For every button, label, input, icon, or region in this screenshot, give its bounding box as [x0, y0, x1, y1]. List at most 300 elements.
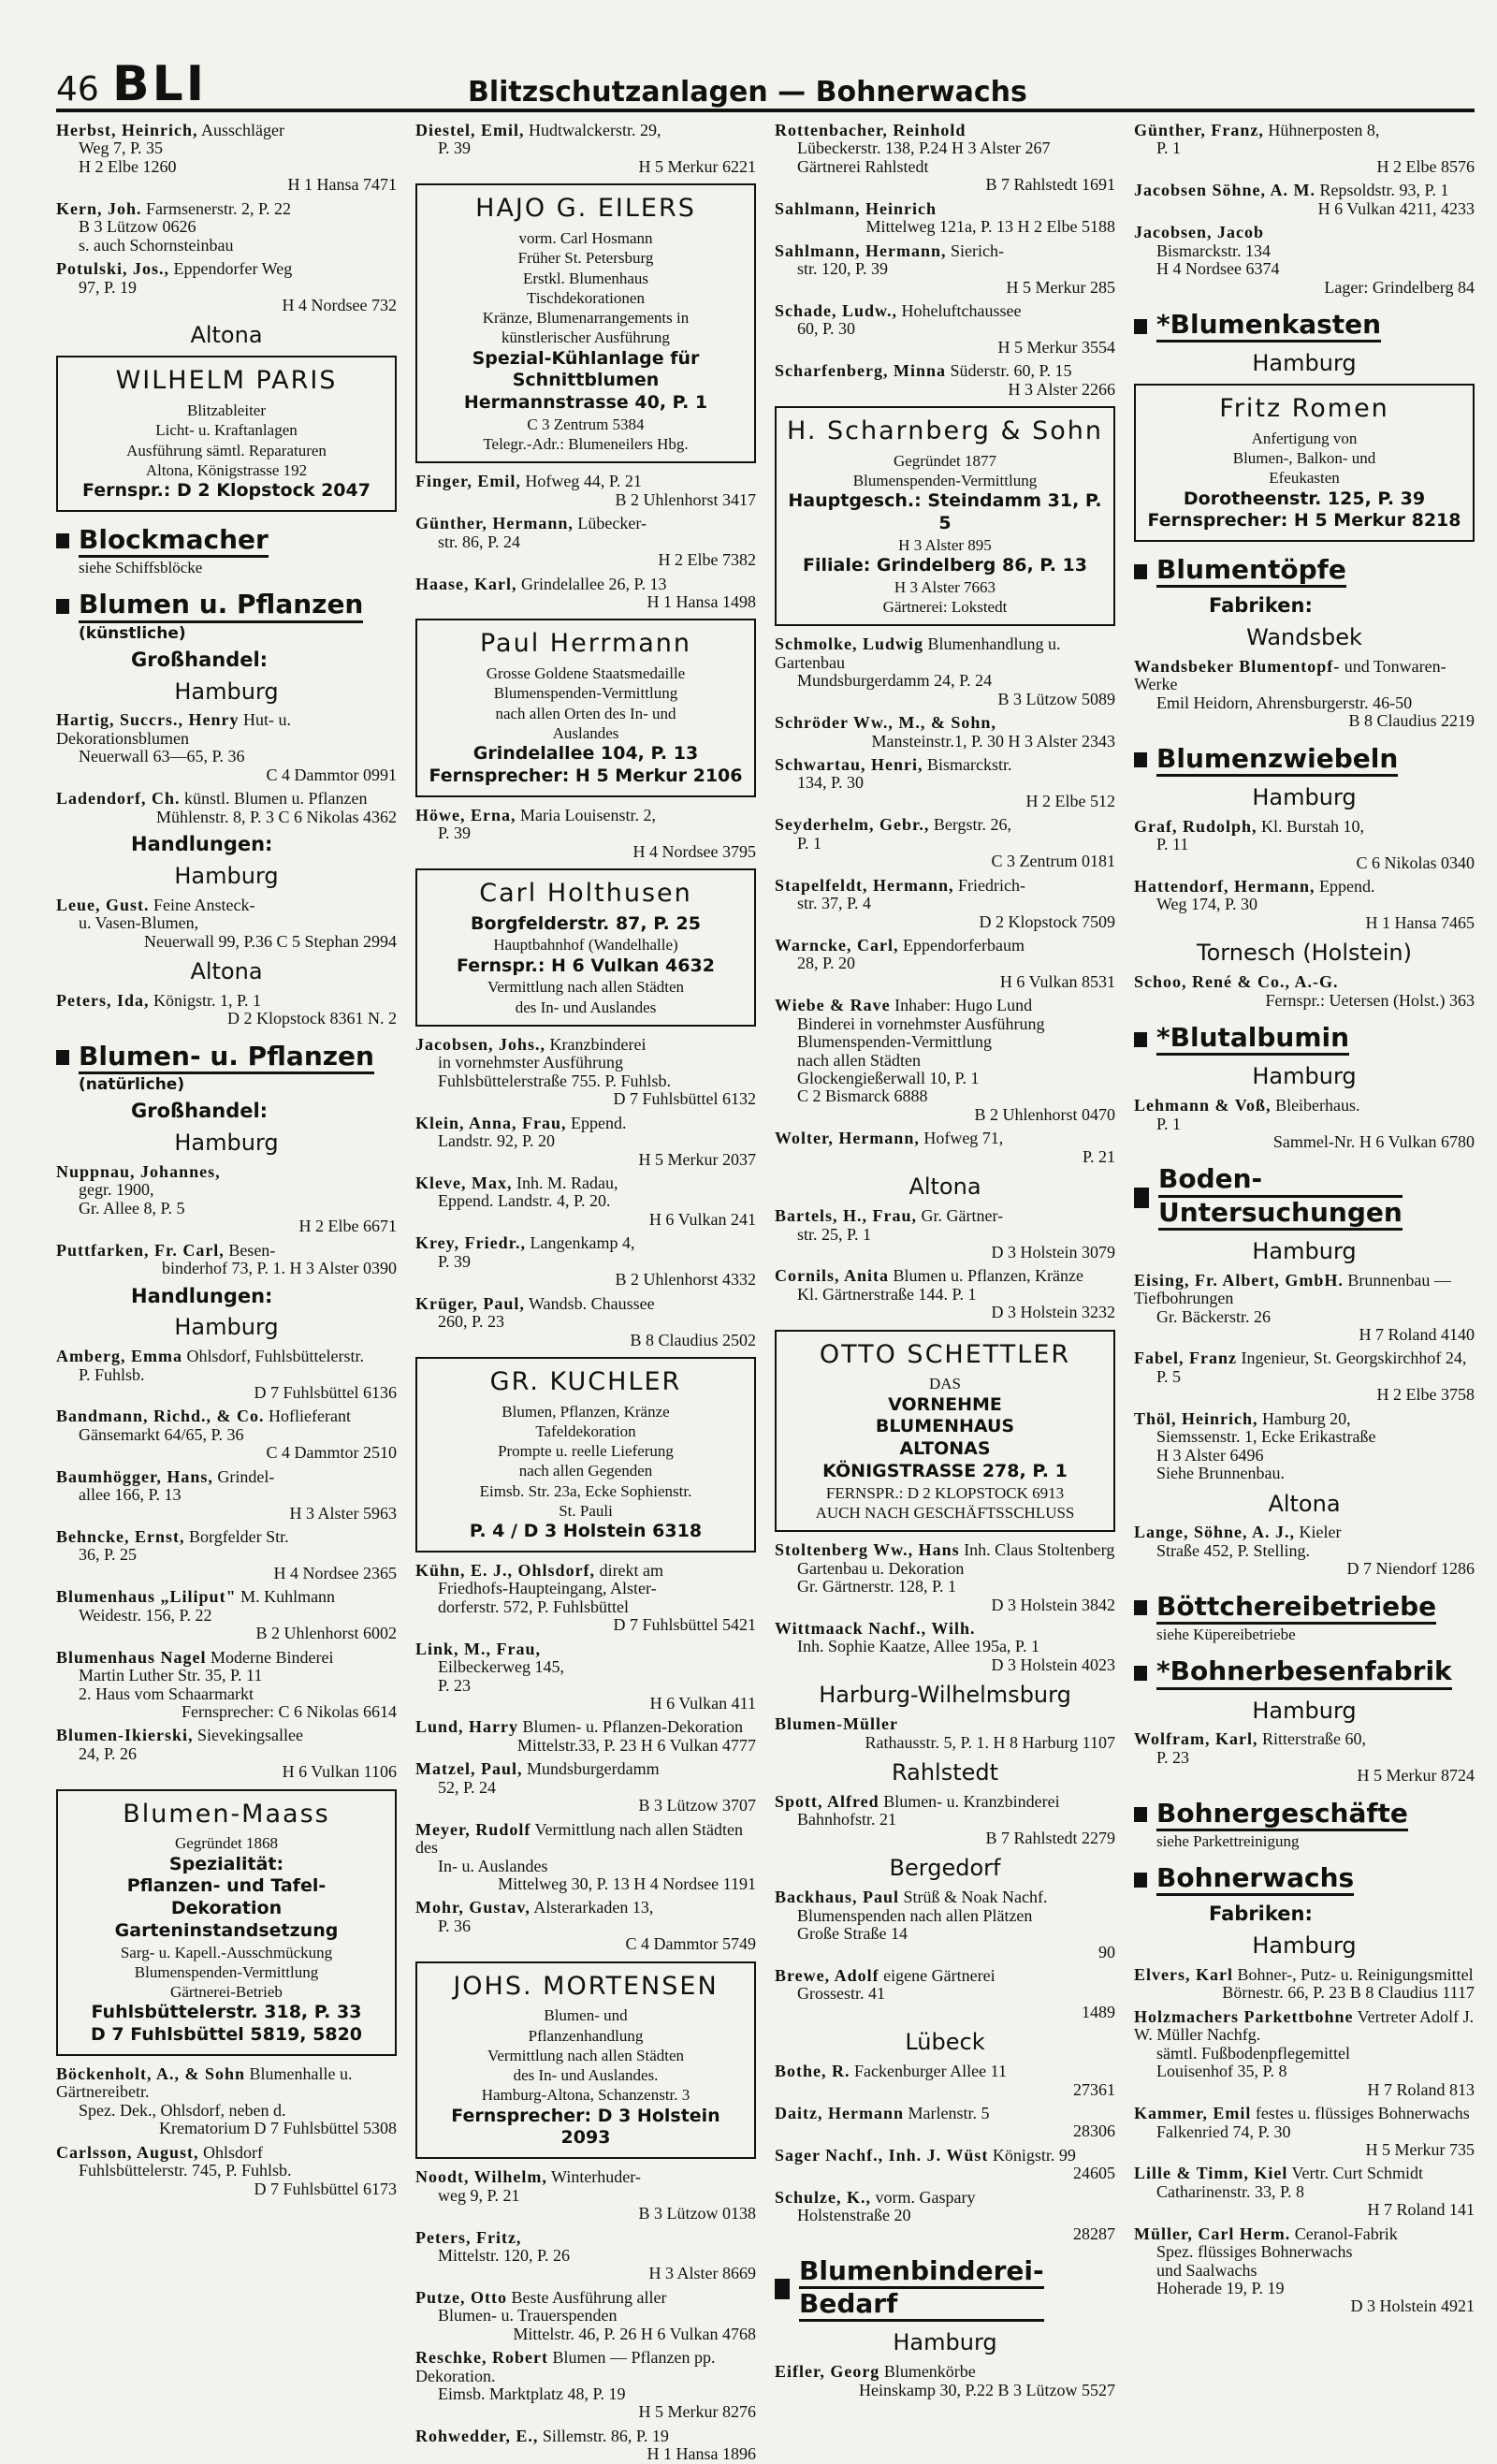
subheading: Großhandel: [131, 1100, 269, 1123]
listing-name: Wolfram, Karl, [1134, 1729, 1258, 1749]
advertisement-line: Fernsprecher: H 5 Merkur 2106 [429, 765, 743, 786]
column-4 [1134, 121, 1475, 2316]
advertisement-title: WILHELM PARIS [115, 366, 338, 396]
advertisement-line: Hermannstrasse 40, P. 1 [463, 392, 708, 414]
category-title: Blumentöpfe [1156, 555, 1346, 588]
advertisement-line: ALTONAS [899, 1438, 991, 1460]
listing-detail: Blumen u. Pflanzen, Kränze [893, 1266, 1083, 1286]
listing-phone: D 7 Fuhlsbüttel 6132 [613, 1089, 756, 1109]
listing-phone: H 7 Roland 813 [1367, 2079, 1475, 2099]
listing-phone: H 2 Elbe 512 [1025, 791, 1115, 810]
listing-entry [415, 1174, 756, 1229]
listing-phone: D 2 Klopstock 7509 [979, 911, 1115, 931]
listing-name: Scharfenberg, Minna [775, 361, 946, 381]
category-marker [1134, 1807, 1147, 1822]
listing-detail: Gartenbau u. Dekoration [797, 1558, 965, 1578]
city-heading: Altona [190, 322, 263, 349]
listing-name: Böckenholt, A., & Sohn [56, 2063, 246, 2083]
advertisement-line: nach allen Orten des In- und [495, 704, 676, 722]
advertisement-line: Hamburg-Altona, Schanzenstr. 3 [481, 2086, 690, 2105]
category-title: *Blutalbumin [1156, 1023, 1349, 1056]
category-heading [1134, 555, 1475, 588]
listing-name: Kern, Joh. [56, 198, 142, 218]
city-heading: Hamburg [174, 1314, 279, 1341]
advertisement-line: Tischdekorationen [527, 288, 645, 307]
listing-entry [415, 1760, 756, 1815]
listing-detail: Bleiberhaus. [1275, 1096, 1360, 1115]
listing-entry [415, 1718, 756, 1755]
listing-name: Wandsbeker Blumentopf- [1134, 656, 1341, 676]
listing-detail: P. 39 [438, 1251, 472, 1271]
listing-detail: Friedhofs-Haupteingang, Alster- [438, 1579, 657, 1598]
listing-name: Fabel, Franz [1134, 1349, 1237, 1368]
category-title: Blumen u. Pflanzen [79, 590, 363, 622]
listing-phone: D 7 Fuhlsbüttel 6136 [254, 1382, 397, 1402]
category-heading [1134, 1799, 1475, 1831]
listing-name: Schwartau, Henri, [775, 755, 923, 774]
listing-detail: Grindelallee 26, P. 13 [521, 574, 667, 593]
category-subtitle: (künstliche) [79, 623, 186, 643]
listing-name: Kühn, E. J., Ohlsdorf, [415, 1560, 596, 1580]
advertisement-title: JOHS. MORTENSEN [453, 1971, 719, 2001]
listing-detail: Glockengießerwall 10, P. 1 [797, 1069, 980, 1087]
listing-detail: künstl. Blumen u. Pflanzen [184, 789, 368, 809]
listing-phone: P. 21 [1082, 1146, 1115, 1166]
listing-detail: Gänsemarkt 64/65, P. 36 [79, 1424, 244, 1444]
listing-name: Kammer, Emil [1134, 2104, 1252, 2123]
listing-detail: 260, P. 23 [438, 1312, 505, 1332]
listing-name: Meyer, Rudolf [415, 1819, 531, 1839]
listing-detail: Falkenried 74, P. 30 [1156, 2121, 1291, 2141]
listing-name: Noodt, Wilhelm, [415, 2167, 547, 2187]
listing-phone: B 2 Uhlenhorst 4332 [615, 1270, 756, 1290]
listing-phone: D 7 Niendorf 1286 [1346, 1559, 1475, 1579]
listing-entry [1134, 1349, 1475, 1404]
listing-detail: Ritterstraße 60, [1261, 1729, 1366, 1749]
listing-name: Link, M., Frau, [415, 1639, 542, 1658]
advertisement-line: des In- und Auslandes. [513, 2066, 659, 2085]
listing-detail: Sillemstr. 86, P. 19 [542, 2426, 669, 2445]
listing-detail: Sievekingsallee [197, 1726, 303, 1745]
category-heading [56, 1042, 397, 1074]
category-title-line: Untersuchungen [1158, 1198, 1403, 1231]
listing-detail: Martin Luther Str. 35, P. 11 [79, 1666, 263, 1685]
advertisement-line: Pflanzen- und Tafel- [126, 1875, 327, 1897]
listing-name: Günther, Franz, [1134, 121, 1264, 139]
advertisement-line: BLUMENHAUS [875, 1416, 1015, 1437]
listing-detail: Siemssenstr. 1, Ecke Erikastraße [1156, 1427, 1376, 1447]
city-heading: Hamburg [1252, 1932, 1357, 1960]
listing-name: Carlsson, August, [56, 2142, 199, 2162]
listing-entry [1134, 1966, 1475, 2003]
listing-detail: Blumenspenden-Vermittlung [797, 1032, 992, 1052]
listing-detail: Mundsburgerdamm 24, P. 24 [797, 671, 993, 691]
listing-phone: H 2 Elbe 7382 [658, 550, 756, 570]
listing-entry [56, 1649, 397, 1722]
subheading: Fabriken: [1209, 594, 1313, 618]
category-heading [1134, 1023, 1475, 1056]
category-heading [1134, 1656, 1475, 1689]
listing-phone: 90 [1098, 1942, 1115, 1961]
listing-detail: P. 39 [438, 139, 472, 158]
category-marker [1134, 319, 1147, 334]
advertisement-line: nach allen Gegenden [518, 1462, 653, 1480]
listing-detail: B 3 Lützow 0626 [79, 217, 196, 237]
listing-detail: nach allen Städten [797, 1050, 921, 1070]
listing-detail: Inh. Sophie Kaatze, Allee 195a, P. 1 [797, 1637, 1039, 1656]
listing-detail: Hut- u. Dekorationsblumen [56, 710, 291, 748]
listing-entry [775, 1130, 1115, 1166]
category-marker [775, 2279, 790, 2299]
listing-phone: Fernspr.: Uetersen (Holst.) 363 [1265, 990, 1475, 1010]
listing-name: Matzel, Paul, [415, 1759, 523, 1779]
listing-detail: Blumen- u. Kranzbinderei [883, 1791, 1060, 1811]
listing-detail: dorferstr. 572, P. Fuhlsbüttel [438, 1596, 630, 1616]
column-1 [56, 122, 397, 2293]
listing-detail: Lübeckerstr. 138, P.24 H 3 Alster 267 [797, 139, 1051, 158]
listing-phone: D 2 Klopstock 8361 N. 2 [227, 1009, 397, 1028]
listing-name: Jacobsen Söhne, A. M. [1134, 181, 1316, 200]
advertisement-line: Borgfelderstr. 87, P. 25 [471, 912, 701, 934]
listing-phone: 28287 [1073, 2223, 1115, 2243]
listing-phone: H 5 Merkur 2037 [638, 1149, 756, 1169]
advertisement-line: Tafeldekoration [535, 1422, 636, 1440]
listing-name: Bartels, H., Frau, [775, 1206, 917, 1226]
listing-name: Peters, Fritz, [415, 2227, 522, 2247]
listing-detail: Blumenhandlung u. Gartenbau [775, 634, 1061, 672]
listing-phone: Mansteinstr.1, P. 30 H 3 Alster 2343 [871, 731, 1115, 751]
listing-detail: Emil Heidorn, Ahrensburgerstr. 46-50 [1156, 693, 1413, 712]
listing-name: Krüger, Paul, [415, 1293, 525, 1313]
listing-phone: H 6 Vulkan 1106 [282, 1762, 397, 1782]
listing-phone: D 3 Holstein 3232 [991, 1303, 1115, 1322]
city-heading: Rahlstedt [891, 1759, 999, 1786]
listing-detail: Hühnerposten 8, [1268, 121, 1380, 139]
advertisement-line: Hauptgesch.: Steindamm 31, P. 5 [788, 490, 1102, 534]
listing-detail: Gärtnerei Rahlstedt [797, 156, 929, 176]
listing-phone: B 8 Claudius 2502 [630, 1330, 756, 1349]
listing-detail: Blumenspenden nach allen Plätzen [797, 1905, 1033, 1925]
listing-detail: Hoflieferant [269, 1407, 351, 1426]
see-also-note: siehe Schiffsblöcke [79, 558, 203, 576]
listing-entry [1134, 224, 1475, 297]
advertisement-line: Anfertigung von [1251, 429, 1358, 447]
listing-name: Spott, Alfred [775, 1791, 879, 1811]
listing-entry [775, 635, 1115, 708]
listing-phone: H 1 Hansa 1498 [647, 591, 756, 611]
advertisement-line: Fuhlsbüttelerstr. 318, P. 33 [91, 2002, 362, 2023]
listing-detail: P. 1 [1156, 1114, 1182, 1133]
listing-entry [415, 1899, 756, 1953]
listing-detail: Kranzbinderei [549, 1034, 647, 1054]
listing-detail: M. Kuhlmann [240, 1587, 336, 1607]
listing-entry [56, 1407, 397, 1462]
advertisement-line: Spezialität: [168, 1853, 284, 1874]
listing-detail: Große Straße 14 [797, 1924, 908, 1944]
advertisement-line: Sarg- u. Kapell.-Ausschmückung [120, 1943, 333, 1961]
listing-detail: Holstenstraße 20 [797, 2206, 911, 2225]
listing-phone: Mühlenstr. 8, P. 3 C 6 Nikolas 4362 [155, 807, 397, 826]
listing-name: Sahlmann, Heinrich [775, 198, 937, 218]
listing-entry [415, 1562, 756, 1635]
listing-detail: Kl. Burstah 10, [1261, 816, 1365, 836]
advertisement-line: Licht- u. Kraftanlagen [155, 421, 298, 440]
listing-phone: H 2 Elbe 8576 [1376, 156, 1475, 176]
section-code: BLI [112, 56, 208, 112]
see-also-note: siehe Küpereibetriebe [1156, 1625, 1296, 1643]
listing-detail: Vermittlung nach allen Städten des [415, 1819, 743, 1858]
listing-entry [1134, 2165, 1475, 2219]
listing-name: Daitz, Hermann [775, 2104, 904, 2123]
listing-entry [415, 576, 756, 612]
listing-detail: Weg 7, P. 35 [79, 139, 164, 158]
listing-entry [775, 816, 1115, 870]
advertisement-box [56, 356, 397, 512]
listing-entry [775, 937, 1115, 991]
listing-name: Herbst, Heinrich, [56, 121, 198, 139]
listing-phone: C 4 Dammtor 2510 [266, 1443, 397, 1463]
listing-phone: B 2 Uhlenhorst 6002 [255, 1624, 397, 1643]
listing-detail: Spez. Dek., Ohlsdorf, neben d. [79, 2100, 286, 2120]
listing-entry [775, 2063, 1115, 2099]
listing-name: Blumen-Ikierski, [56, 1726, 194, 1745]
listing-name: Jacobsen, Jacob [1134, 223, 1265, 242]
category-title: Blumenzwiebeln [1156, 744, 1398, 777]
listing-phone: Börnestr. 66, P. 23 B 8 Claudius 1117 [1222, 1983, 1475, 2003]
listing-entry [775, 997, 1115, 1124]
category-marker [1134, 564, 1147, 579]
listing-name: Müller, Carl Herm. [1134, 2223, 1291, 2243]
listing-name: Cornils, Anita [775, 1266, 890, 1286]
listing-detail: P. 39 [438, 824, 472, 843]
listing-detail: Ohlsdorf [203, 2142, 264, 2162]
listing-entry [415, 515, 756, 569]
subheading: Fabriken: [1209, 1903, 1313, 1926]
listing-detail: Inh. Claus Stoltenberg [964, 1540, 1115, 1560]
listing-detail: Lübecker- [577, 514, 647, 533]
listing-name: Leue, Gust. [56, 895, 150, 914]
listing-entry [56, 1468, 397, 1523]
listing-entry [775, 1793, 1115, 1847]
listing-phone: H 6 Vulkan 241 [648, 1209, 756, 1229]
advertisement-line: C 3 Zentrum 5384 [527, 415, 645, 433]
listing-detail: Weg 174, P. 30 [1156, 895, 1258, 914]
listing-name: Höwe, Erna, [415, 805, 516, 824]
category-marker [1134, 752, 1147, 767]
listing-phone: H 6 Vulkan 4211, 4233 [1317, 198, 1475, 218]
listing-detail: Fuhlsbüttelerstraße 755. P. Fuhlsb. [438, 1071, 672, 1090]
advertisement-title: Carl Holthusen [479, 878, 692, 908]
listing-detail: Repsoldstr. 93, P. 1 [1319, 181, 1449, 200]
listing-phone: D 7 Fuhlsbüttel 6173 [254, 2179, 397, 2198]
city-heading: Hamburg [1252, 1237, 1357, 1264]
listing-name: Bothe, R. [775, 2062, 850, 2081]
listing-entry [775, 2189, 1115, 2243]
listing-detail: festes u. flüssiges Bohnerwachs [1255, 2104, 1470, 2123]
listing-detail: s. auch Schornsteinbau [79, 235, 234, 255]
listing-detail: Hofweg 71, [923, 1129, 1004, 1148]
listing-entry [415, 1036, 756, 1109]
advertisement-line: H 3 Alster 895 [898, 535, 992, 554]
listing-detail: Eilbeckerweg 145, [438, 1657, 564, 1677]
listing-detail: eigene Gärtnerei [883, 1965, 996, 1985]
category-marker [1134, 1032, 1147, 1047]
listing-entry [775, 2363, 1115, 2399]
listing-name: Blumenhaus Nagel [56, 1647, 207, 1667]
listing-phone: Fernsprecher: C 6 Nikolas 6614 [182, 1701, 397, 1721]
listing-detail: Borgfelder Str. [189, 1527, 289, 1547]
listing-entry [415, 1295, 756, 1349]
advertisement-box [56, 1789, 397, 2056]
advertisement-line: Gegründet 1877 [893, 451, 996, 470]
listing-detail: Inh. M. Radau, [516, 1174, 618, 1192]
listing-phone: 28306 [1073, 2121, 1115, 2141]
listing-name: Holzmachers Parkettbohne [1134, 2006, 1354, 2026]
city-heading: Lübeck [905, 2029, 985, 2056]
listing-detail: Weidestr. 156, P. 22 [79, 1605, 212, 1625]
listing-phone: H 5 Merkur 3554 [997, 337, 1115, 357]
listing-detail: H 3 Alster 6496 [1156, 1445, 1264, 1465]
advertisement-line: Prompte u. reelle Lieferung [498, 1442, 674, 1461]
listing-name: Rottenbacher, Reinhold [775, 121, 967, 139]
category-title-line: Blumenbinderei- [799, 2256, 1044, 2289]
listing-detail: Bahnhofstr. 21 [797, 1810, 896, 1830]
listing-phone: H 1 Hansa 7465 [1365, 912, 1475, 932]
advertisement-line: Dekoration [170, 1898, 283, 1919]
listing-detail: 36, P. 25 [79, 1545, 138, 1565]
listing-detail: Blumen- u. Trauerspenden [438, 2306, 618, 2325]
listing-phone: B 3 Lützow 3707 [638, 1796, 756, 1815]
listing-detail: Bismarckstr. [927, 755, 1012, 774]
advertisement-line: Blumen- und [544, 2006, 628, 2025]
listing-detail: Ingenieur, St. Georgskirchhof 24, [1241, 1349, 1467, 1368]
listing-entry [415, 1115, 756, 1169]
listing-entry [775, 1967, 1115, 2021]
listing-entry [56, 897, 397, 951]
listing-phone: H 7 Roland 4140 [1359, 1325, 1475, 1345]
listing-detail: Mittelstr. 120, P. 26 [438, 2245, 571, 2265]
listing-name: Wittmaack Nachf., Wilh. [775, 1618, 976, 1638]
listing-name: Behncke, Ernst, [56, 1527, 185, 1547]
listing-detail: 60, P. 30 [797, 319, 856, 339]
listing-entry [415, 2428, 756, 2464]
listing-phone: H 2 Elbe 6671 [298, 1217, 397, 1236]
city-heading: Hamburg [174, 1129, 279, 1156]
category-heading [1134, 744, 1475, 777]
listing-detail: H 4 Nordsee 6374 [1156, 259, 1280, 279]
category-title-line: Boden- [1158, 1164, 1403, 1197]
listing-phone: 1489 [1082, 2002, 1115, 2021]
listing-entry [775, 714, 1115, 751]
advertisement-line: FERNSPR.: D 2 KLOPSTOCK 6913 [825, 1483, 1065, 1502]
listing-name: Lille & Timm, Kiel [1134, 2164, 1288, 2183]
subheading: Handlungen: [131, 833, 273, 856]
category-title: Blockmacher [79, 525, 269, 558]
listing-detail: u. Vasen-Blumen, [79, 913, 199, 933]
advertisement-line: vorm. Carl Hosmann [518, 229, 653, 248]
listing-name: Günther, Hermann, [415, 514, 574, 533]
listing-detail: Beste Ausführung aller [511, 2287, 667, 2307]
advertisement-line: Kränze, Blumenarrangements in [482, 309, 690, 328]
listing-phone: H 1 Hansa 1896 [647, 2444, 756, 2464]
listing-phone: Rathausstr. 5, P. 1. H 8 Harburg 1107 [865, 1732, 1115, 1752]
listing-entry [56, 200, 397, 255]
advertisement-title: HAJO G. EILERS [475, 194, 696, 224]
listing-detail: Sierich- [951, 241, 1005, 260]
listing-detail: Kl. Gärtnerstraße 144. P. 1 [797, 1284, 977, 1304]
advertisement-line: Spezial-Kühlanlage für [472, 347, 700, 369]
listing-detail: Brunnenbau — Tiefbohrungen [1134, 1270, 1451, 1308]
listing-detail: allee 166, P. 13 [79, 1485, 182, 1505]
category-heading [1134, 1863, 1475, 1896]
listing-detail: P. 23 [1156, 1747, 1190, 1767]
listing-detail: Bergstr. 26, [933, 815, 1011, 835]
listing-entry [775, 362, 1115, 399]
advertisement-title: H. Scharnberg & Sohn [787, 416, 1103, 446]
listing-entry [775, 200, 1115, 237]
category-heading [775, 2256, 1115, 2322]
listing-name: Rohwedder, E., [415, 2426, 539, 2445]
city-heading: Hamburg [1252, 350, 1357, 377]
advertisement-line: Auslandes [552, 723, 619, 742]
listing-detail: Binderei in vornehmster Ausführung [797, 1013, 1045, 1033]
listing-detail: Louisenhof 35, P. 8 [1156, 2062, 1287, 2081]
listing-name: Schulze, K., [775, 2187, 872, 2207]
listing-detail: Hoherade 19, P. 19 [1156, 2279, 1285, 2298]
listing-phone: D 3 Holstein 3079 [991, 1242, 1115, 1261]
listing-detail: Blumenkörbe [883, 2362, 976, 2382]
listing-entry [56, 711, 397, 784]
category-marker [56, 533, 69, 548]
listing-detail: Königstr. 1, P. 1 [153, 990, 262, 1010]
listing-name: Schoo, René & Co., A.-G. [1134, 972, 1339, 992]
listing-detail: Gr. Gärtner- [921, 1206, 1004, 1226]
listing-detail: Wandsb. Chaussee [529, 1293, 655, 1313]
listing-detail: Landstr. 92, P. 20 [438, 1131, 556, 1151]
listing-detail: Straße 452, P. Stelling. [1156, 1540, 1311, 1560]
listing-entry [1134, 1097, 1475, 1151]
listing-phone: H 6 Vulkan 411 [649, 1694, 756, 1713]
listing-detail: P. 5 [1156, 1366, 1182, 1386]
advertisement-line: Ausführung sämtl. Reparaturen [126, 441, 327, 459]
listing-detail: str. 37, P. 4 [797, 894, 872, 913]
listing-detail: Eppend. Landstr. 4, P. 20. [438, 1191, 611, 1211]
listing-name: Seyderhelm, Gebr., [775, 815, 930, 835]
listing-name: Schade, Ludw., [775, 300, 898, 320]
listing-detail: Hoheluftchaussee [901, 300, 1022, 320]
listing-detail: Ceranol-Fabrik [1294, 2223, 1398, 2243]
listing-entry [775, 242, 1115, 297]
listing-entry [415, 122, 756, 176]
listing-entry [56, 2144, 397, 2198]
page-header [56, 58, 1475, 112]
advertisement-line: Gärtnerei: Lokstedt [882, 598, 1008, 617]
listing-detail: P. 36 [438, 1916, 472, 1935]
city-heading: Hamburg [1252, 1063, 1357, 1090]
advertisement-title: OTTO SCHETTLER [819, 1339, 1071, 1369]
listing-entry [775, 2147, 1115, 2183]
listing-phone: B 2 Uhlenhorst 0470 [974, 1104, 1115, 1124]
listing-detail: Blumen — Pflanzen pp. Dekoration. [415, 2348, 716, 2385]
listing-phone: H 4 Nordsee 3795 [632, 841, 756, 861]
listing-entry [56, 1528, 397, 1582]
advertisement-line: KÖNIGSTRASSE 278, P. 1 [822, 1460, 1068, 1481]
listing-phone: H 7 Roland 141 [1367, 2200, 1475, 2220]
city-heading: Tornesch (Holstein) [1197, 940, 1412, 967]
listing-phone: H 4 Nordsee 2365 [273, 1563, 397, 1582]
listing-name: Kleve, Max, [415, 1174, 513, 1192]
listing-phone: H 4 Nordsee 732 [282, 295, 397, 314]
